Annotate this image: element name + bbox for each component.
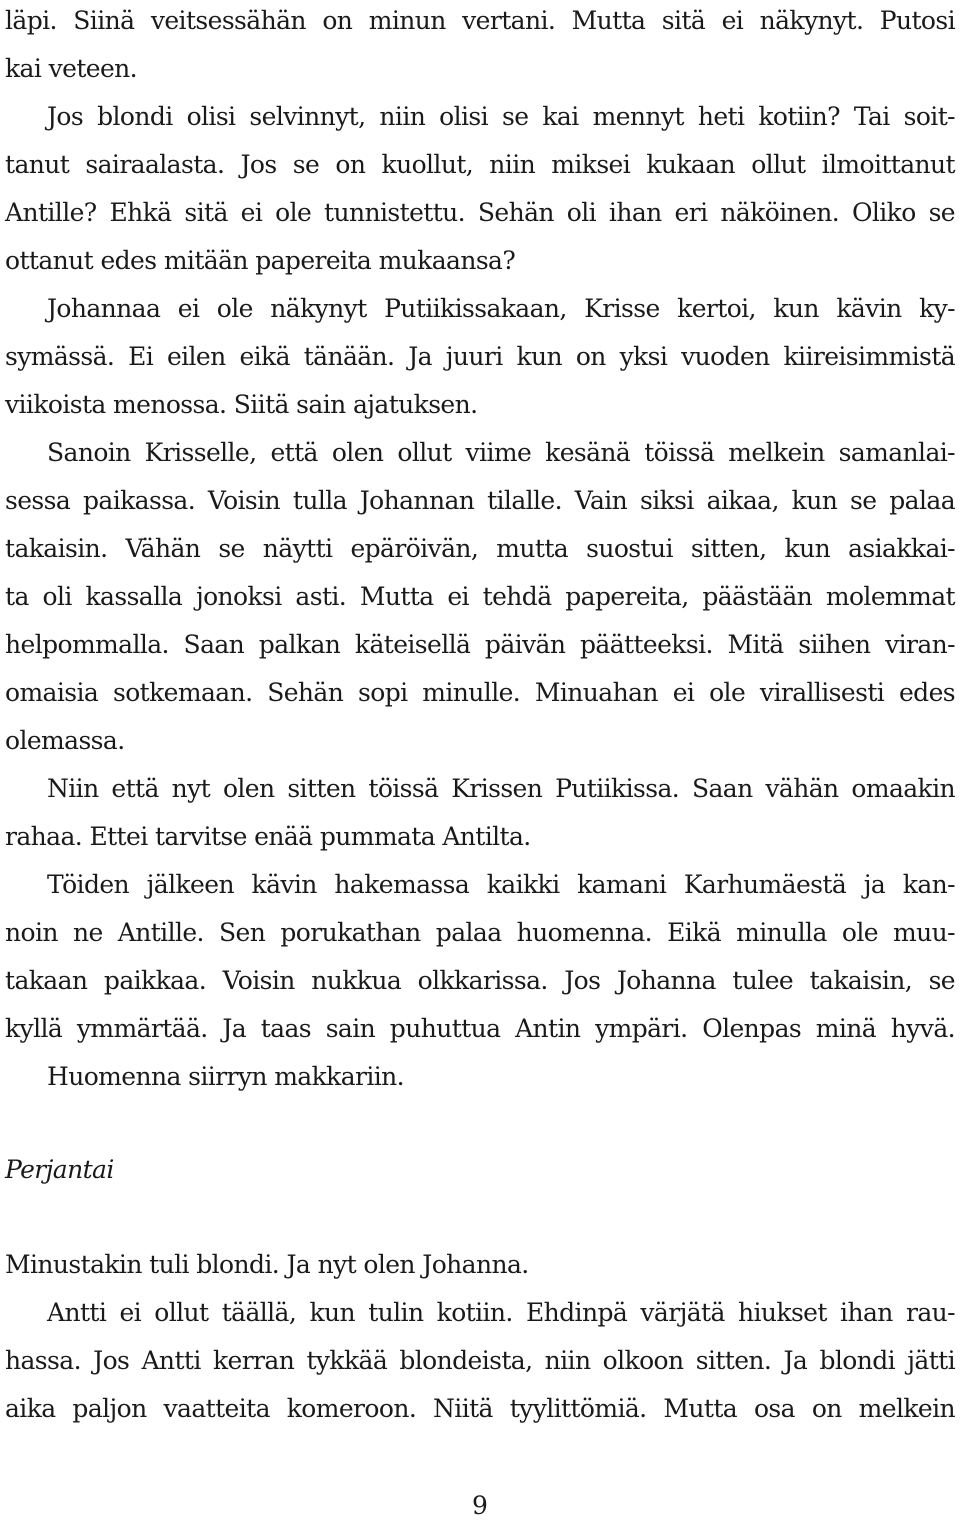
text-line: rahaa. Ettei tarvitse enää pummata Antilta. xyxy=(5,822,531,851)
text-line: Niin että nyt olen sitten töissä Krissen Putiikissa. Saan vähän omaakin xyxy=(47,774,955,803)
text-line: olemassa. xyxy=(5,726,125,755)
page-number: 9 xyxy=(472,1491,488,1520)
text-line: Töiden jälkeen kävin hakemassa kaikki kamani Karhumäestä ja kan- xyxy=(47,870,955,899)
body-text-section-1 xyxy=(5,0,955,1101)
text-line: läpi. Siinä veitsessähän on minun vertani. Mutta sitä ei näkynyt. Putosi xyxy=(5,6,955,35)
text-line: ottanut edes mitään papereita mukaansa? xyxy=(5,246,516,275)
text-line: takaan paikkaa. Voisin nukkua olkkarissa. Jos Johanna tulee takaisin, se xyxy=(5,966,955,995)
text-line: Johannaa ei ole näkynyt Putiikissakaan, Krisse kertoi, kun kävin ky- xyxy=(47,294,955,323)
text-line: kyllä ymmärtää. Ja taas sain puhuttua Antin ympäri. Olenpas minä hyvä. xyxy=(5,1014,955,1043)
text-line: Antti ei ollut täällä, kun tulin kotiin. Ehdinpä värjätä hiukset ihan rau- xyxy=(47,1298,955,1327)
text-line: omaisia sotkemaan. Sehän sopi minulle. Minuahan ei ole virallisesti edes xyxy=(5,678,955,707)
text-line: kai veteen. xyxy=(5,54,137,83)
text-line: Minustakin tuli blondi. Ja nyt olen Johanna. xyxy=(5,1250,529,1279)
text-line: tanut sairaalasta. Jos se on kuollut, niin miksei kukaan ollut ilmoittanut xyxy=(5,150,955,179)
text-line: Antille? Ehkä sitä ei ole tunnistettu. Sehän oli ihan eri näköinen. Oliko se xyxy=(5,198,955,227)
text-line: symässä. Ei eilen eikä tänään. Ja juuri kun on yksi vuoden kiireisimmistä xyxy=(5,342,955,371)
text-line: noin ne Antille. Sen porukathan palaa huomenna. Eikä minulla ole muu- xyxy=(5,918,955,947)
text-line: aika paljon vaatteita komeroon. Niitä tyylittömiä. Mutta osa on melkein xyxy=(5,1394,955,1423)
section-heading: Perjantai xyxy=(5,1155,114,1184)
text-line: Huomenna siirryn makkariin. xyxy=(47,1062,405,1091)
text-line: ta oli kassalla jonoksi asti. Mutta ei tehdä papereita, päästään molemmat xyxy=(5,582,955,611)
text-line: takaisin. Vähän se näytti epäröivän, mutta suostui sitten, kun asiakkai- xyxy=(5,534,955,563)
text-line: hassa. Jos Antti kerran tykkää blondeista, niin olkoon sitten. Ja blondi jätti xyxy=(5,1346,955,1375)
text-line: Jos blondi olisi selvinnyt, niin olisi se kai mennyt heti kotiin? Tai soit- xyxy=(47,102,955,131)
body-text-section-2 xyxy=(5,1241,955,1433)
text-line: viikoista menossa. Siitä sain ajatuksen. xyxy=(5,390,478,419)
text-line: sessa paikassa. Voisin tulla Johannan tilalle. Vain siksi aikaa, kun se palaa xyxy=(5,486,955,515)
text-line: Sanoin Krisselle, että olen ollut viime kesänä töissä melkein samanlai- xyxy=(47,438,955,467)
text-line: helpommalla. Saan palkan käteisellä päivän päätteeksi. Mitä siihen viran- xyxy=(5,630,955,659)
